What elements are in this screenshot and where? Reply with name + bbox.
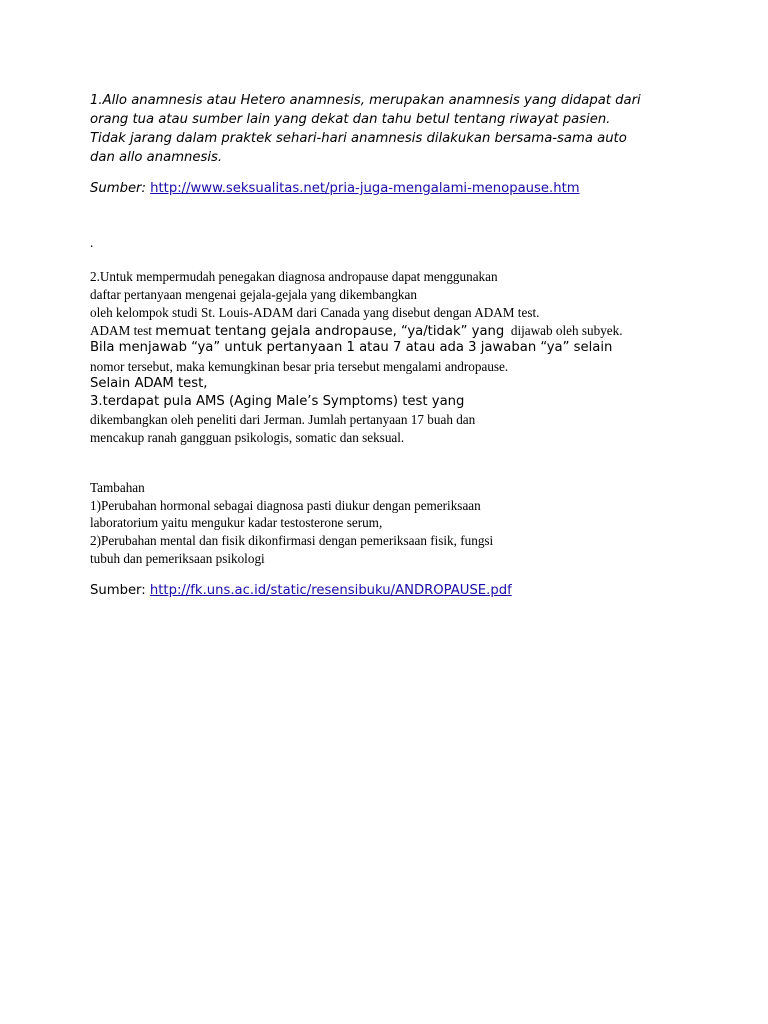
paragraph-2-line-5: Bila menjawab “ya” untuk pertanyaan 1 atau 7 atau ada 3 jawaban “ya” selain <box>90 340 613 355</box>
paragraph-3-line-1: Tambahan <box>90 480 145 495</box>
source-line-1 <box>90 182 580 195</box>
paragraph-2-line-3: oleh kelompok studi St. Louis-ADAM dari Canada yang disebut dengan ADAM test. <box>90 305 540 320</box>
paragraph-2-line-4-c: dijawab oleh subyek. <box>504 323 623 338</box>
source-line-2 <box>90 584 512 597</box>
paragraph-2-line-4-b: memuat tentang gejala andropause, “ya/tidak” yang <box>155 324 505 339</box>
paragraph-1-line-2: orang tua atau sumber lain yang dekat dan tahu betul tentang riwayat pasien. <box>90 112 611 127</box>
source-label-2: Sumber: <box>90 583 150 598</box>
paragraph-2-line-7: Selain ADAM test, <box>90 376 208 391</box>
paragraph-3-line-5: tubuh dan pemeriksaan psikologi <box>90 551 265 566</box>
paragraph-1-line-3: Tidak jarang dalam praktek sehari-hari anamnesis dilakukan bersama-sama auto <box>90 131 627 146</box>
paragraph-2-line-1: 2.Untuk mempermudah penegakan diagnosa andropause dapat menggunakan <box>90 269 498 284</box>
paragraph-2-line-10: mencakup ranah gangguan psikologis, somatic dan seksual. <box>90 430 405 445</box>
paragraph-2-line-4 <box>90 323 623 339</box>
paragraph-2-line-4-a: ADAM test <box>90 323 156 338</box>
paragraph-1-line-4: dan allo anamnesis. <box>90 150 223 165</box>
paragraph-2-line-2: daftar pertanyaan mengenai gejala-gejala yang dikembangkan <box>90 287 417 302</box>
dot-line: . <box>90 235 94 250</box>
paragraph-1-line-1: 1.Allo anamnesis atau Hetero anamnesis, merupakan anamnesis yang didapat dari <box>90 93 641 108</box>
source-link-1[interactable]: http://www.seksualitas.net/pria-juga-mengalami-menopause.htm <box>150 181 580 196</box>
paragraph-2-line-9: dikembangkan oleh peneliti dari Jerman. Jumlah pertanyaan 17 buah dan <box>90 412 476 427</box>
paragraph-3-line-2: 1)Perubahan hormonal sebagai diagnosa pasti diukur dengan pemeriksaan <box>90 498 481 513</box>
paragraph-2-line-6: nomor tersebut, maka kemungkinan besar pria tersebut mengalami andropause. <box>90 359 509 374</box>
paragraph-3-line-3: laboratorium yaitu mengukur kadar testosterone serum, <box>90 515 383 530</box>
source-label-1: Sumber: <box>90 181 151 196</box>
source-link-2[interactable]: http://fk.uns.ac.id/static/resensibuku/ANDROPAUSE.pdf <box>149 583 512 598</box>
paragraph-3-line-4: 2)Perubahan mental dan fisik dikonfirmasi dengan pemeriksaan fisik, fungsi <box>90 533 494 548</box>
paragraph-2-line-8: 3.terdapat pula AMS (Aging Male’s Symptoms) test yang <box>90 394 465 409</box>
